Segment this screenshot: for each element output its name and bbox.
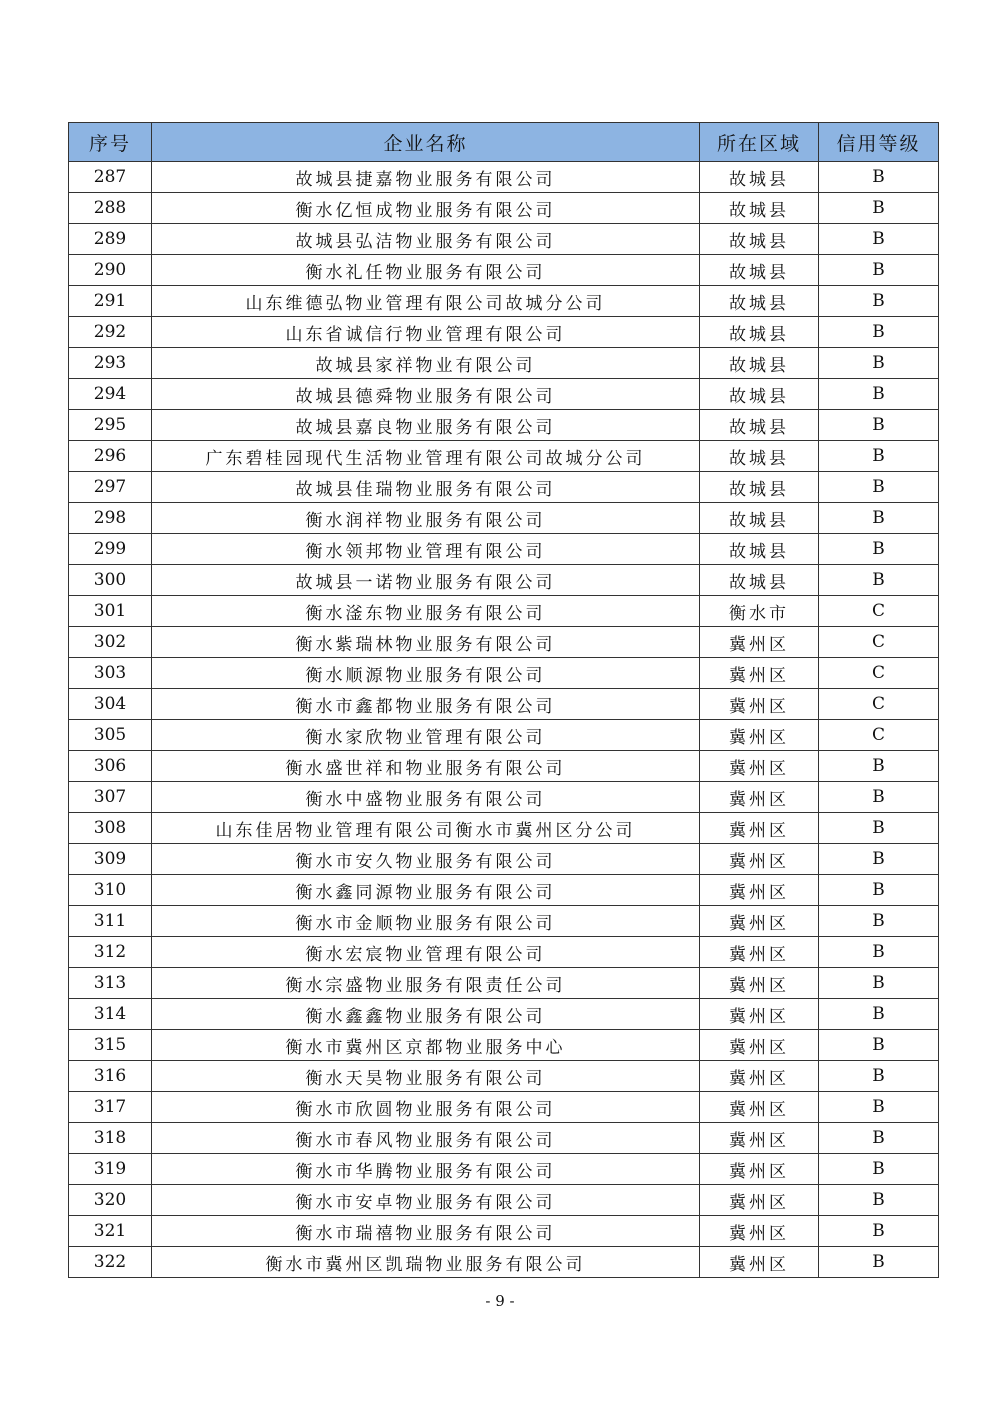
cell-region: 冀州区 <box>700 1061 819 1092</box>
cell-credit-level: B <box>819 751 939 782</box>
cell-company-name: 衡水亿恒成物业服务有限公司 <box>152 193 700 224</box>
cell-region: 故城县 <box>700 286 819 317</box>
cell-credit-level: C <box>819 627 939 658</box>
cell-serial: 304 <box>69 689 152 720</box>
cell-company-name: 衡水市鑫都物业服务有限公司 <box>152 689 700 720</box>
cell-region: 冀州区 <box>700 999 819 1030</box>
cell-company-name: 衡水领邦物业管理有限公司 <box>152 534 700 565</box>
cell-region: 衡水市 <box>700 596 819 627</box>
cell-serial: 318 <box>69 1123 152 1154</box>
cell-company-name: 衡水滏东物业服务有限公司 <box>152 596 700 627</box>
cell-serial: 314 <box>69 999 152 1030</box>
cell-region: 冀州区 <box>700 689 819 720</box>
cell-company-name: 衡水市冀州区凯瑞物业服务有限公司 <box>152 1247 700 1278</box>
cell-region: 故城县 <box>700 255 819 286</box>
cell-serial: 322 <box>69 1247 152 1278</box>
cell-serial: 307 <box>69 782 152 813</box>
cell-serial: 312 <box>69 937 152 968</box>
cell-region: 故城县 <box>700 162 819 193</box>
cell-region: 冀州区 <box>700 906 819 937</box>
cell-serial: 288 <box>69 193 152 224</box>
cell-serial: 301 <box>69 596 152 627</box>
cell-credit-level: B <box>819 472 939 503</box>
cell-credit-level: B <box>819 534 939 565</box>
cell-serial: 302 <box>69 627 152 658</box>
table-row <box>69 534 939 565</box>
cell-company-name: 衡水市冀州区京都物业服务中心 <box>152 1030 700 1061</box>
table-row <box>69 1154 939 1185</box>
table-body <box>69 162 939 1278</box>
cell-company-name: 衡水市安卓物业服务有限公司 <box>152 1185 700 1216</box>
cell-credit-level: B <box>819 875 939 906</box>
cell-company-name: 故城县弘洁物业服务有限公司 <box>152 224 700 255</box>
cell-company-name: 故城县家祥物业有限公司 <box>152 348 700 379</box>
cell-credit-level: B <box>819 565 939 596</box>
cell-region: 冀州区 <box>700 968 819 999</box>
cell-company-name: 山东省诚信行物业管理有限公司 <box>152 317 700 348</box>
cell-serial: 298 <box>69 503 152 534</box>
cell-credit-level: B <box>819 317 939 348</box>
cell-company-name: 衡水盛世祥和物业服务有限公司 <box>152 751 700 782</box>
cell-company-name: 衡水市欣圆物业服务有限公司 <box>152 1092 700 1123</box>
table-header-row <box>69 123 939 162</box>
cell-credit-level: C <box>819 658 939 689</box>
cell-company-name: 衡水市安久物业服务有限公司 <box>152 844 700 875</box>
cell-credit-level: B <box>819 937 939 968</box>
cell-region: 冀州区 <box>700 627 819 658</box>
cell-credit-level: B <box>819 441 939 472</box>
cell-credit-level: C <box>819 596 939 627</box>
table-row <box>69 1247 939 1278</box>
cell-region: 故城县 <box>700 193 819 224</box>
cell-region: 故城县 <box>700 410 819 441</box>
table-row <box>69 472 939 503</box>
cell-region: 故城县 <box>700 317 819 348</box>
page-number: - 9 - <box>485 1292 515 1310</box>
cell-serial: 292 <box>69 317 152 348</box>
cell-credit-level: B <box>819 968 939 999</box>
cell-region: 故城县 <box>700 224 819 255</box>
cell-region: 故城县 <box>700 565 819 596</box>
cell-company-name: 衡水市华腾物业服务有限公司 <box>152 1154 700 1185</box>
cell-credit-level: B <box>819 224 939 255</box>
table-row <box>69 317 939 348</box>
table-row <box>69 348 939 379</box>
table-row <box>69 875 939 906</box>
cell-credit-level: B <box>819 348 939 379</box>
table-row <box>69 751 939 782</box>
cell-company-name: 故城县佳瑞物业服务有限公司 <box>152 472 700 503</box>
cell-serial: 287 <box>69 162 152 193</box>
table-row <box>69 782 939 813</box>
table-row <box>69 1185 939 1216</box>
cell-serial: 321 <box>69 1216 152 1247</box>
table-row <box>69 1061 939 1092</box>
table-row <box>69 224 939 255</box>
cell-serial: 309 <box>69 844 152 875</box>
cell-company-name: 故城县一诺物业服务有限公司 <box>152 565 700 596</box>
cell-region: 故城县 <box>700 534 819 565</box>
cell-region: 冀州区 <box>700 1154 819 1185</box>
cell-credit-level: B <box>819 782 939 813</box>
cell-credit-level: B <box>819 1154 939 1185</box>
cell-serial: 293 <box>69 348 152 379</box>
cell-credit-level: B <box>819 1123 939 1154</box>
cell-credit-level: B <box>819 844 939 875</box>
cell-region: 冀州区 <box>700 1123 819 1154</box>
cell-credit-level: B <box>819 1092 939 1123</box>
cell-serial: 311 <box>69 906 152 937</box>
table-row <box>69 410 939 441</box>
cell-credit-level: B <box>819 1216 939 1247</box>
cell-region: 冀州区 <box>700 844 819 875</box>
cell-company-name: 广东碧桂园现代生活物业管理有限公司故城分公司 <box>152 441 700 472</box>
cell-region: 冀州区 <box>700 813 819 844</box>
header-region: 所在区域 <box>700 123 819 162</box>
table-row <box>69 162 939 193</box>
cell-serial: 296 <box>69 441 152 472</box>
cell-credit-level: B <box>819 255 939 286</box>
cell-company-name: 衡水鑫鑫物业服务有限公司 <box>152 999 700 1030</box>
table-row <box>69 999 939 1030</box>
cell-credit-level: B <box>819 162 939 193</box>
cell-serial: 313 <box>69 968 152 999</box>
cell-serial: 299 <box>69 534 152 565</box>
cell-company-name: 衡水家欣物业管理有限公司 <box>152 720 700 751</box>
cell-serial: 310 <box>69 875 152 906</box>
cell-serial: 319 <box>69 1154 152 1185</box>
table-row <box>69 937 939 968</box>
table-row <box>69 1123 939 1154</box>
cell-credit-level: B <box>819 1185 939 1216</box>
table-row <box>69 720 939 751</box>
cell-region: 冀州区 <box>700 1185 819 1216</box>
cell-serial: 295 <box>69 410 152 441</box>
table-row <box>69 627 939 658</box>
cell-credit-level: B <box>819 286 939 317</box>
cell-company-name: 衡水宗盛物业服务有限责任公司 <box>152 968 700 999</box>
table-row <box>69 596 939 627</box>
header-company-name: 企业名称 <box>152 123 700 162</box>
cell-serial: 316 <box>69 1061 152 1092</box>
cell-serial: 294 <box>69 379 152 410</box>
cell-serial: 305 <box>69 720 152 751</box>
cell-company-name: 衡水宏宸物业管理有限公司 <box>152 937 700 968</box>
cell-serial: 297 <box>69 472 152 503</box>
cell-region: 故城县 <box>700 441 819 472</box>
cell-company-name: 衡水中盛物业服务有限公司 <box>152 782 700 813</box>
cell-region: 故城县 <box>700 379 819 410</box>
cell-region: 冀州区 <box>700 1030 819 1061</box>
header-serial: 序号 <box>69 123 152 162</box>
cell-region: 冀州区 <box>700 875 819 906</box>
cell-serial: 315 <box>69 1030 152 1061</box>
cell-credit-level: C <box>819 689 939 720</box>
cell-region: 故城县 <box>700 472 819 503</box>
table-row <box>69 503 939 534</box>
cell-serial: 306 <box>69 751 152 782</box>
cell-company-name: 故城县嘉良物业服务有限公司 <box>152 410 700 441</box>
table-row <box>69 255 939 286</box>
cell-region: 冀州区 <box>700 751 819 782</box>
cell-company-name: 衡水顺源物业服务有限公司 <box>152 658 700 689</box>
table-row <box>69 441 939 472</box>
cell-serial: 289 <box>69 224 152 255</box>
cell-credit-level: B <box>819 1247 939 1278</box>
cell-company-name: 衡水润祥物业服务有限公司 <box>152 503 700 534</box>
cell-company-name: 衡水礼任物业服务有限公司 <box>152 255 700 286</box>
cell-serial: 291 <box>69 286 152 317</box>
cell-credit-level: B <box>819 379 939 410</box>
cell-region: 冀州区 <box>700 658 819 689</box>
cell-region: 故城县 <box>700 503 819 534</box>
table-row <box>69 565 939 596</box>
cell-credit-level: B <box>819 999 939 1030</box>
cell-region: 冀州区 <box>700 782 819 813</box>
cell-credit-level: C <box>819 720 939 751</box>
table-row <box>69 286 939 317</box>
cell-company-name: 故城县德舜物业服务有限公司 <box>152 379 700 410</box>
cell-serial: 320 <box>69 1185 152 1216</box>
credit-rating-table <box>68 122 939 1278</box>
cell-serial: 290 <box>69 255 152 286</box>
cell-company-name: 衡水天昊物业服务有限公司 <box>152 1061 700 1092</box>
table-row <box>69 689 939 720</box>
cell-region: 冀州区 <box>700 1092 819 1123</box>
table-row <box>69 968 939 999</box>
cell-company-name: 山东佳居物业管理有限公司衡水市冀州区分公司 <box>152 813 700 844</box>
cell-credit-level: B <box>819 906 939 937</box>
cell-region: 冀州区 <box>700 1216 819 1247</box>
cell-company-name: 山东维德弘物业管理有限公司故城分公司 <box>152 286 700 317</box>
table-row <box>69 193 939 224</box>
cell-serial: 308 <box>69 813 152 844</box>
cell-company-name: 衡水鑫同源物业服务有限公司 <box>152 875 700 906</box>
cell-region: 冀州区 <box>700 1247 819 1278</box>
cell-company-name: 衡水市春风物业服务有限公司 <box>152 1123 700 1154</box>
cell-credit-level: B <box>819 410 939 441</box>
table-row <box>69 906 939 937</box>
cell-serial: 317 <box>69 1092 152 1123</box>
header-credit-level: 信用等级 <box>819 123 939 162</box>
table-row <box>69 1216 939 1247</box>
table-row <box>69 1092 939 1123</box>
cell-company-name: 故城县捷嘉物业服务有限公司 <box>152 162 700 193</box>
table-row <box>69 844 939 875</box>
cell-credit-level: B <box>819 1061 939 1092</box>
cell-company-name: 衡水市金顺物业服务有限公司 <box>152 906 700 937</box>
cell-company-name: 衡水市瑞禧物业服务有限公司 <box>152 1216 700 1247</box>
cell-region: 冀州区 <box>700 937 819 968</box>
cell-serial: 303 <box>69 658 152 689</box>
table-row <box>69 379 939 410</box>
table-row <box>69 1030 939 1061</box>
cell-credit-level: B <box>819 193 939 224</box>
cell-serial: 300 <box>69 565 152 596</box>
cell-region: 冀州区 <box>700 720 819 751</box>
table-row <box>69 658 939 689</box>
cell-credit-level: B <box>819 813 939 844</box>
cell-company-name: 衡水紫瑞林物业服务有限公司 <box>152 627 700 658</box>
table-row <box>69 813 939 844</box>
cell-credit-level: B <box>819 503 939 534</box>
cell-credit-level: B <box>819 1030 939 1061</box>
cell-region: 故城县 <box>700 348 819 379</box>
